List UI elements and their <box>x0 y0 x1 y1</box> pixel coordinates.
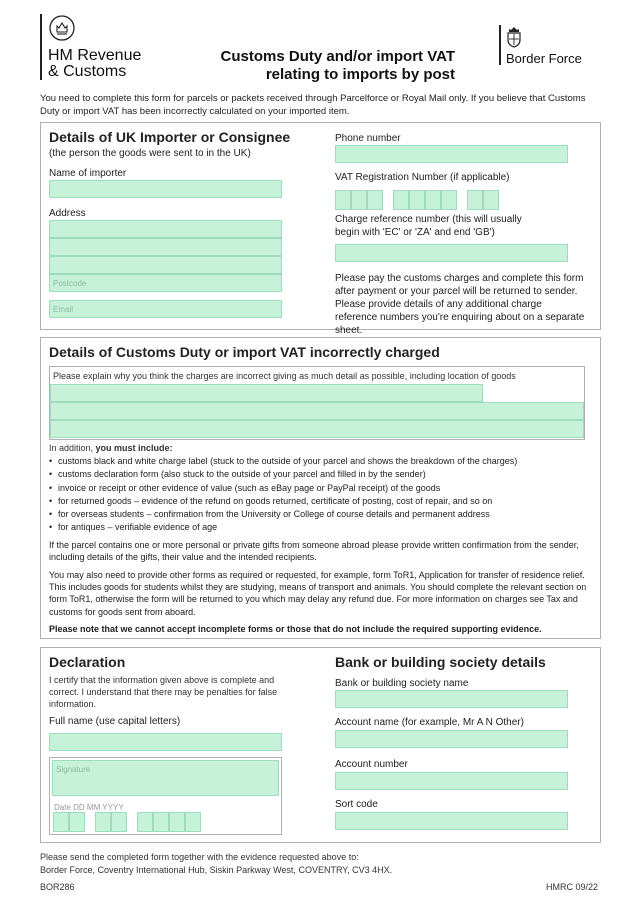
required-evidence-list <box>49 455 599 535</box>
vat-number-field[interactable] <box>335 190 505 210</box>
gifts-note: If the parcel contains one or more personal or private gifts from someone abroad please provide written confirmation from the sender, including details of the gifts, their value and the intended recipients. <box>49 540 579 563</box>
importer-subheading: (the person the goods were sent to in the UK) <box>49 148 251 159</box>
hmrc-line-2: & Customs <box>48 63 127 80</box>
postcode-placeholder: Postcode <box>53 279 87 288</box>
date-label: Date DD MM YYYY <box>54 803 124 812</box>
border-force-logo-rule <box>499 25 501 65</box>
incomplete-forms-warning: Please note that we cannot accept incomplete forms or those that do not include the required supporting evidence. <box>49 624 542 634</box>
send-instruction: Please send the completed form together with the evidence requested above to: <box>40 852 359 862</box>
charge-reference-label-line-2: begin with 'EC' or 'ZA' and end 'GB') <box>335 227 495 238</box>
vat-digit-cell[interactable] <box>393 190 409 210</box>
title-line-2: relating to imports by post <box>265 66 455 83</box>
full-name-field[interactable] <box>49 733 282 751</box>
sort-code-field[interactable] <box>335 812 568 830</box>
form-title <box>180 48 455 84</box>
bank-name-label: Bank or building society name <box>335 678 469 689</box>
evidence-item: • customs black and white charge label (stuck to the outside of your parcel and shows the breakdown of the charges) <box>49 455 599 468</box>
sort-code-label: Sort code <box>335 799 378 810</box>
charge-reference-field[interactable] <box>335 244 568 262</box>
hmrc-line-1: HM Revenue <box>48 47 142 64</box>
address-line-3-field[interactable] <box>49 256 282 274</box>
charges-heading: Details of Customs Duty or import VAT incorrectly charged <box>49 344 440 360</box>
payment-note: Please pay the customs charges and complete this form after payment or your parcel will be returned to sender. Please provide details of any additional charge reference numbers you're enquiring about on a separate sheet. <box>335 273 585 336</box>
full-name-label: Full name (use capital letters) <box>49 716 181 727</box>
vat-digit-cell[interactable] <box>351 190 367 210</box>
hmrc-logo-rule <box>40 14 42 80</box>
charge-reference-label <box>335 213 522 239</box>
royal-crest-icon <box>49 15 75 41</box>
phone-label: Phone number <box>335 133 401 144</box>
email-placeholder: Email <box>53 305 74 314</box>
explanation-label: Please explain why you think the charges are incorrect giving as much detail as possible, including location of goods <box>53 371 516 381</box>
vat-digit-cell[interactable] <box>409 190 425 210</box>
form-code: BOR286 <box>40 882 75 892</box>
intro-text: You need to complete this form for parcels or packets received through Parcelforce or Royal Mail only. If you believe that Customs Duty or import VAT has been incorrectly calculated on your imported item. <box>40 93 586 117</box>
date-digit-cell[interactable] <box>111 812 127 832</box>
other-forms-note: You may also need to provide other forms as required or requested, for example, form ToR1, Application for transfer of residence relief. This includes goods for students whilst they are studying, means of transport and animals. You should complete the relevant section on form ToR1, otherwise the form will be returned to you which may delay any refund due. For more information on charges see Tax and customs for goods sent from aboard. <box>49 570 587 617</box>
charge-reference-label-line-1: Charge reference number (this will usually <box>335 214 522 225</box>
postcode-field[interactable] <box>49 274 282 292</box>
account-number-field[interactable] <box>335 772 568 790</box>
vat-digit-cell[interactable] <box>441 190 457 210</box>
account-name-field[interactable] <box>335 730 568 748</box>
must-include-intro <box>49 442 173 454</box>
date-digit-cell[interactable] <box>169 812 185 832</box>
send-address: Border Force, Coventry International Hub, Siskin Parkway West, COVENTRY, CV3 4HX. <box>40 865 393 875</box>
address-line-1-field[interactable] <box>49 220 282 238</box>
importer-heading: Details of UK Importer or Consignee <box>49 129 291 145</box>
must-include-prefix: In addition, <box>49 443 96 453</box>
date-digit-cell[interactable] <box>95 812 111 832</box>
account-number-label: Account number <box>335 759 408 770</box>
signature-field[interactable] <box>52 760 279 796</box>
declaration-text: I certify that the information given above is complete and correct. I understand that there may be penalties for false information. <box>49 675 278 709</box>
must-include-bold: you must include: <box>95 443 173 453</box>
importer-name-field[interactable] <box>49 180 282 198</box>
hmrc-logo-text <box>48 48 141 80</box>
evidence-item: • customs declaration form (also stuck to the outside of your parcel and filled in by the sender) <box>49 468 599 481</box>
bank-heading: Bank or building society details <box>335 654 546 670</box>
declaration-heading: Declaration <box>49 654 126 670</box>
email-field[interactable] <box>49 300 282 318</box>
date-digit-cell[interactable] <box>69 812 85 832</box>
border-force-crest-icon <box>506 26 522 48</box>
border-force-logo-text: Border Force <box>506 51 582 66</box>
vat-digit-cell[interactable] <box>483 190 499 210</box>
bank-name-field[interactable] <box>335 690 568 708</box>
evidence-item: • for returned goods – evidence of the refund on goods returned, certificate of posting, cost of repair, and so on <box>49 495 599 508</box>
vat-digit-cell[interactable] <box>335 190 351 210</box>
explanation-line-3[interactable] <box>50 420 584 438</box>
date-digit-cell[interactable] <box>137 812 153 832</box>
phone-field[interactable] <box>335 145 568 163</box>
evidence-item: • invoice or receipt or other evidence of value (such as eBay page or PayPal receipt) of the goods <box>49 482 599 495</box>
date-digit-cell[interactable] <box>153 812 169 832</box>
vat-digit-cell[interactable] <box>467 190 483 210</box>
signature-placeholder: Signature <box>56 765 91 774</box>
date-digit-cell[interactable] <box>53 812 69 832</box>
evidence-item: • for antiques – verifiable evidence of age <box>49 521 599 534</box>
importer-name-label: Name of importer <box>49 168 127 179</box>
address-line-2-field[interactable] <box>49 238 282 256</box>
vat-number-label: VAT Registration Number (if applicable) <box>335 172 510 183</box>
title-line-1: Customs Duty and/or import VAT <box>220 48 455 65</box>
date-digit-cell[interactable] <box>185 812 201 832</box>
vat-digit-cell[interactable] <box>425 190 441 210</box>
evidence-item: • for overseas students – confirmation from the University or College of course details and permanent address <box>49 508 599 521</box>
vat-digit-cell[interactable] <box>367 190 383 210</box>
date-field[interactable] <box>53 812 205 832</box>
account-name-label: Account name (for example, Mr A N Other) <box>335 717 524 728</box>
form-version: HMRC 09/22 <box>546 882 599 892</box>
address-label: Address <box>49 208 86 219</box>
explanation-line-1[interactable] <box>50 384 483 402</box>
explanation-line-2[interactable] <box>50 402 584 420</box>
